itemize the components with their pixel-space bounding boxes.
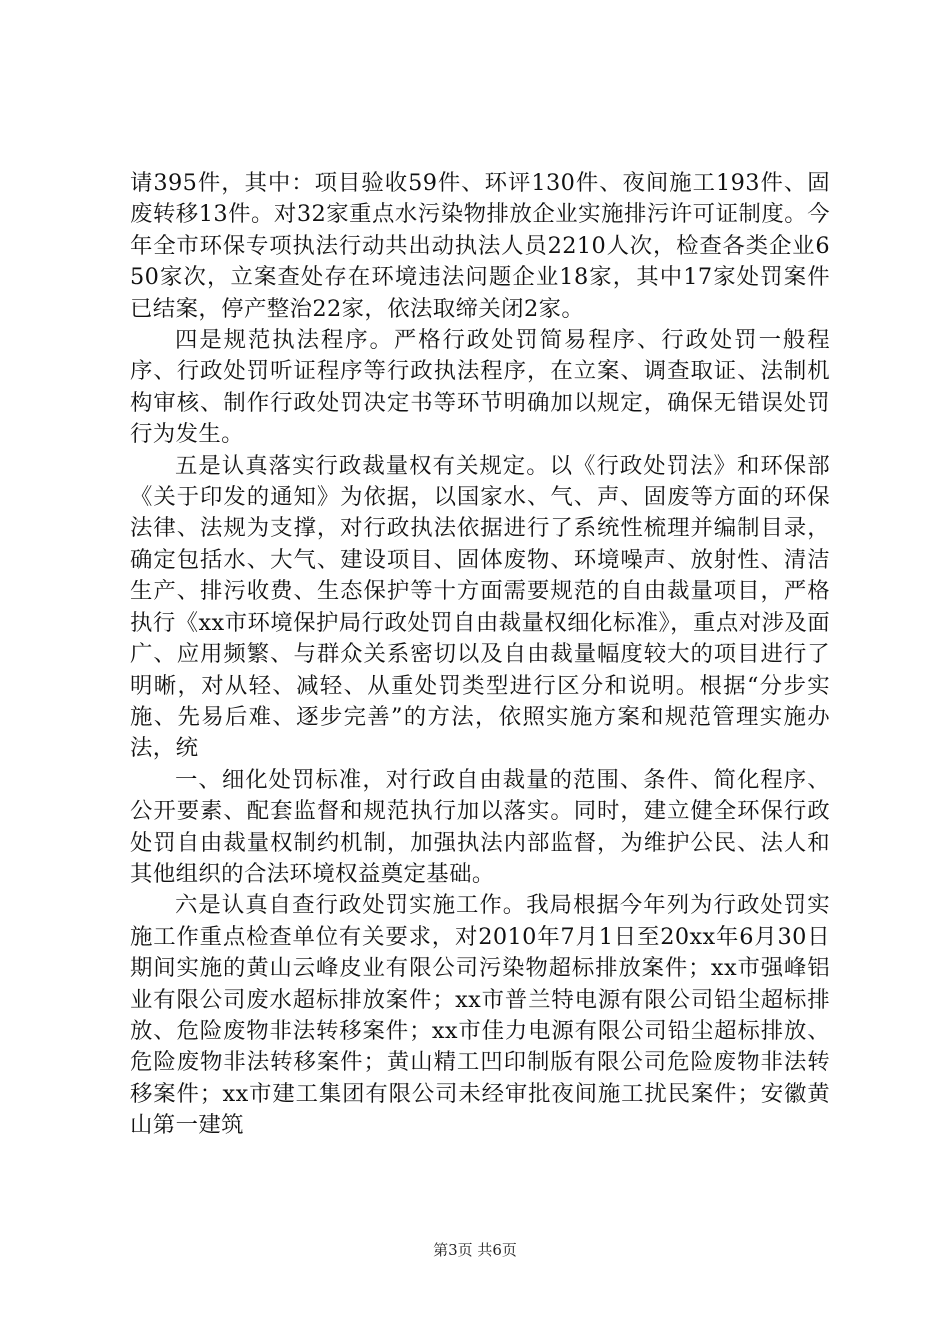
document-body <box>130 168 830 1142</box>
paragraph-discretion: 五是认真落实行政裁量权有关规定。以《行政处罚法》和环保部《关于印发的通知》为依据，以国家水、气、声、固废等方面的环保法律、法规为支撑，对行政执法依据进行了系统性梳理并编制目录，确定包括水、大气、建设项目、固体废物、环境噪声、放射性、清洁生产、排污收费、生态保护等十方面需要规范的自由裁量项目，严格执行《xx市环境保护局行政处罚自由裁量权细化标准》，重点对涉及面广、应用频繁、与群众关系密切以及自由裁量幅度较大的项目进行了明晰，对从轻、减轻、从重处罚类型进行区分和说明。根据“分步实施、先易后难、逐步完善”的方法，依照实施方案和规范管理实施办法，统 <box>130 452 830 762</box>
paragraph-procedure: 四是规范执法程序。严格行政处罚简易程序、行政处罚一般程序、行政处罚听证程序等行政执法程序，在立案、调查取证、法制机构审核、制作行政处罚决定书等环节明确加以规定，确保无错误处罚行为发生。 <box>130 327 830 448</box>
paragraph-standards: 一、细化处罚标准，对行政自由裁量的范围、条件、简化程序、公开要素、配套监督和规范执行加以落实。同时，建立健全环保行政处罚自由裁量权制约机制，加强执法内部监督，为维护公民、法人和其他组织的合法环境权益奠定基础。 <box>130 766 830 887</box>
paragraph-self-inspection: 六是认真自查行政处罚实施工作。我局根据今年列为行政处罚实施工作重点检查单位有关要求，对2010年7月1日至20xx年6月30日期间实施的黄山云峰皮业有限公司污染物超标排放案件；xx市强峰铝业有限公司废水超标排放案件；xx市普兰特电源有限公司铅尘超标排放、危险废物非法转移案件；xx市佳力电源有限公司铅尘超标排放、危险废物非法转移案件；黄山精工凹印制版有限公司危险废物非法转移案件；xx市建工集团有限公司未经审批夜间施工扰民案件；安徽黄山第一建筑 <box>130 892 830 1139</box>
page-footer: 第3页 共6页 <box>433 1241 517 1259</box>
paragraph-permits-enforcement: 请395件，其中：项目验收59件、环评130件、夜间施工193件、固废转移13件。对32家重点水污染物排放企业实施排污许可证制度。今年全市环保专项执法行动共出动执法人员2210人次，检查各类企业650家次，立案查处存在环境违法问题企业18家，其中17家处罚案件已结案，停产整治22家，依法取缔关闭2家。 <box>130 170 830 322</box>
